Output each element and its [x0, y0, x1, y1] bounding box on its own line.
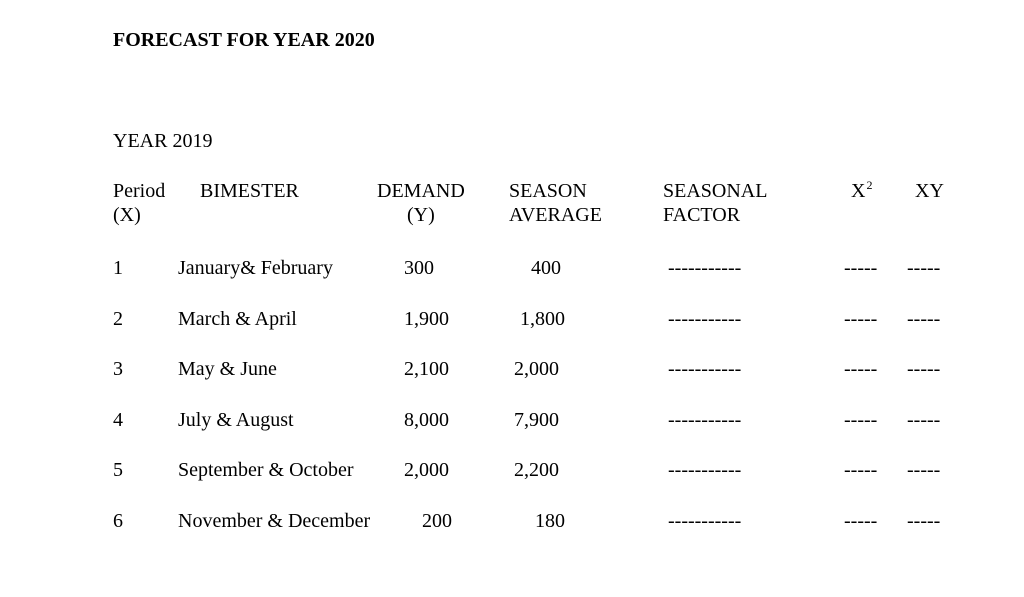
cell-xy: ----- [907, 308, 941, 330]
cell-x-squared: ----- [844, 257, 878, 279]
cell-season-average: 1,800 [520, 308, 565, 330]
cell-demand: 200 [422, 510, 452, 532]
header-demand-line1: DEMAND [377, 180, 465, 202]
cell-xy: ----- [907, 510, 941, 532]
cell-season-average: 2,000 [514, 358, 559, 380]
cell-demand: 8,000 [404, 409, 449, 431]
cell-x-squared: ----- [844, 459, 878, 481]
cell-seasonal-factor: ----------- [668, 358, 742, 380]
header-factor-line2: FACTOR [663, 204, 741, 226]
cell-bimester: March & April [178, 308, 297, 330]
document-title: FORECAST FOR YEAR 2020 [113, 29, 375, 51]
header-xy: XY [915, 180, 944, 202]
cell-seasonal-factor: ----------- [668, 409, 742, 431]
cell-season-average: 180 [535, 510, 565, 532]
cell-season-average: 400 [531, 257, 561, 279]
cell-xy: ----- [907, 358, 941, 380]
cell-bimester: January& February [178, 257, 333, 279]
header-season-line1: SEASON [509, 180, 587, 202]
cell-demand: 2,000 [404, 459, 449, 481]
cell-seasonal-factor: ----------- [668, 510, 742, 532]
cell-x-squared: ----- [844, 510, 878, 532]
cell-seasonal-factor: ----------- [668, 308, 742, 330]
cell-x-squared: ----- [844, 409, 878, 431]
header-period-line2: (X) [113, 204, 141, 226]
cell-period: 5 [113, 459, 123, 481]
cell-period: 3 [113, 358, 123, 380]
header-demand-line2: (Y) [407, 204, 435, 226]
cell-seasonal-factor: ----------- [668, 257, 742, 279]
header-bimester: BIMESTER [200, 180, 299, 202]
header-factor-line1: SEASONAL [663, 180, 768, 202]
cell-xy: ----- [907, 257, 941, 279]
cell-bimester: September & October [178, 459, 354, 481]
header-x-squared [851, 179, 872, 205]
cell-period: 2 [113, 308, 123, 330]
cell-xy: ----- [907, 459, 941, 481]
cell-x-squared: ----- [844, 358, 878, 380]
header-seasonal-factor [663, 179, 767, 227]
cell-period: 4 [113, 409, 123, 431]
cell-period: 6 [113, 510, 123, 532]
header-period [113, 179, 165, 227]
header-demand [377, 179, 465, 227]
cell-xy: ----- [907, 409, 941, 431]
cell-bimester: July & August [178, 409, 294, 431]
header-season-line2: AVERAGE [509, 204, 602, 226]
cell-bimester: November & December [178, 510, 371, 532]
cell-x-squared: ----- [844, 308, 878, 330]
header-season-average [509, 179, 602, 227]
cell-bimester: May & June [178, 358, 277, 380]
cell-season-average: 2,200 [514, 459, 559, 481]
cell-demand: 300 [404, 257, 434, 279]
cell-period: 1 [113, 257, 123, 279]
header-x-squared-exponent: 2 [866, 178, 873, 192]
header-period-line1: Period [113, 180, 166, 202]
header-x-squared-base: X [851, 180, 866, 202]
year-label: YEAR 2019 [113, 130, 213, 152]
cell-demand: 2,100 [404, 358, 449, 380]
cell-seasonal-factor: ----------- [668, 459, 742, 481]
cell-season-average: 7,900 [514, 409, 559, 431]
cell-demand: 1,900 [404, 308, 449, 330]
